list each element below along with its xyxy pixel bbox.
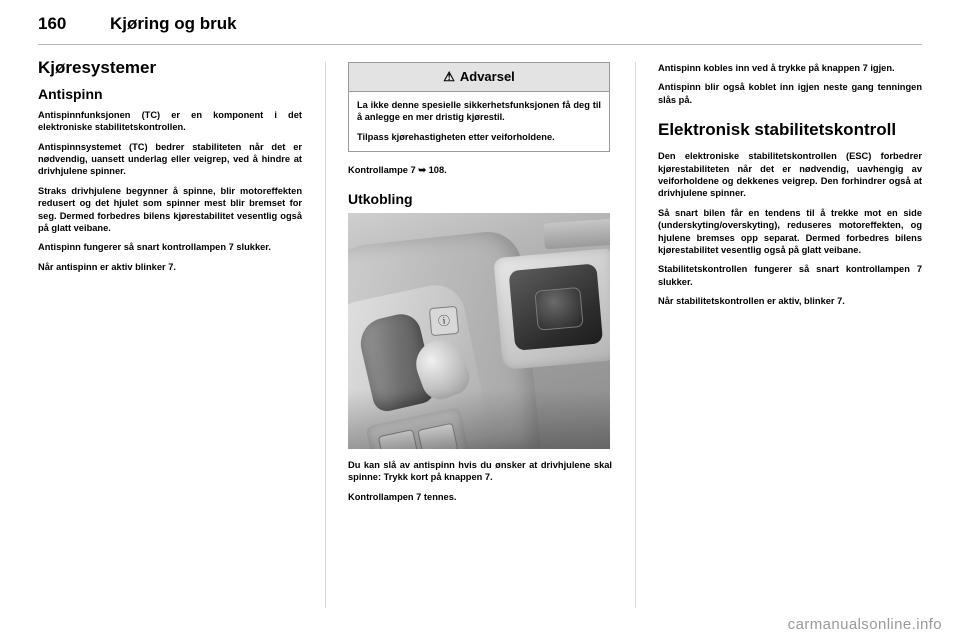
column-3 — [658, 62, 922, 308]
paragraph: Antispinnsystemet (TC) bedrer stabiliteten når det er nødvendig, uansett underlag eller veigrep, ved å hindre at drivhjulene spinner. — [38, 141, 302, 177]
section-heading-antispinn: Antispinn — [38, 86, 103, 103]
page-title: Kjøresystemer — [38, 58, 157, 77]
control-lamp-reference: Kontrollampe 7 ➥ 108. — [348, 165, 447, 176]
page-footer — [0, 612, 960, 642]
warning-box-header — [349, 63, 609, 92]
page-header — [38, 14, 922, 48]
paragraph: Straks drivhjulene begynner å spinne, blir motoreffekten redusert og det hjulet som spinner mest blir bremset for seg. Dermed forbedres bilens kjørestabilitet vesentlig også på glatt veibane. — [38, 185, 302, 234]
paragraph: Antispinn kobles inn ved å trykke på knappen 7 igjen. — [658, 63, 895, 73]
column-divider-2 — [635, 62, 636, 608]
chapter-title: Kjøring og bruk — [110, 14, 237, 33]
page-number: 160 — [38, 14, 67, 33]
switch-panel-dark — [509, 263, 604, 350]
paragraph: Når stabilitetskontrollen er aktiv, blinker 7. — [658, 296, 845, 307]
warning-box-label: Advarsel — [459, 68, 515, 84]
paragraph: Antispinnfunksjonen (TC) er en komponent i det elektroniske stabilitetskontrollen. — [38, 109, 302, 133]
warning-box — [348, 62, 610, 152]
paragraph: Antispinn fungerer så snart kontrollampen 7 slukker. — [38, 242, 271, 253]
section-heading-esc: Elektronisk stabilitetskontroll — [658, 120, 897, 140]
column-2 — [348, 62, 612, 503]
paragraph: Antispinn blir også koblet inn igjen neste gang tenningen slås på. — [658, 82, 922, 105]
header-divider — [38, 44, 922, 45]
warning-box-body — [349, 92, 609, 151]
paragraph: Du kan slå av antispinn hvis du ønsker at drivhjulene skal spinne: Trykk kort på knappen 7. — [348, 460, 612, 483]
paragraph: Den elektroniske stabilitetskontrollen (ESC) forbedrer kjørestabiliteten når det er nødvendig, uavhengig av veiforholdene og dekkenes veigrep. Den forhindrer også at drivhjulene spinner. — [658, 151, 922, 199]
paragraph: Så snart bilen får en tendens til å trekke mot en side (underskyting/overskyting), reduseres motoreffekten, og hjulene bremses opp separat. Dermed forbedres bilens kjørestabilitet vesentlig også på glatt veibane. — [658, 207, 922, 256]
column-1 — [38, 58, 302, 273]
section-heading-utkobling: Utkobling — [348, 190, 413, 207]
warning-triangle-icon: ⚠ — [443, 68, 455, 84]
traction-control-symbol-icon: ⓘ — [429, 306, 459, 336]
paragraph: Tilpass kjørehastigheten etter veiforholdene. — [357, 131, 555, 142]
figure-shadow — [348, 389, 610, 449]
paragraph: Stabilitetskontrollen fungerer så snart kontrollampen 7 slukker. — [658, 264, 922, 287]
column-divider-1 — [325, 62, 326, 608]
center-console-tc-button-photo — [348, 213, 610, 449]
site-watermark: carmanualsonline.info — [787, 616, 942, 633]
paragraph: La ikke denne spesielle sikkerhetsfunksjonen få deg til å anlegge en mer dristig kjørestil. — [357, 100, 601, 123]
traction-control-button — [534, 287, 583, 331]
switch-bezel — [493, 248, 610, 370]
paragraph: Kontrollampen 7 tennes. — [348, 491, 457, 502]
figure-background — [348, 213, 610, 449]
dashboard-vent — [543, 219, 610, 250]
paragraph: Når antispinn er aktiv blinker 7. — [38, 261, 176, 272]
